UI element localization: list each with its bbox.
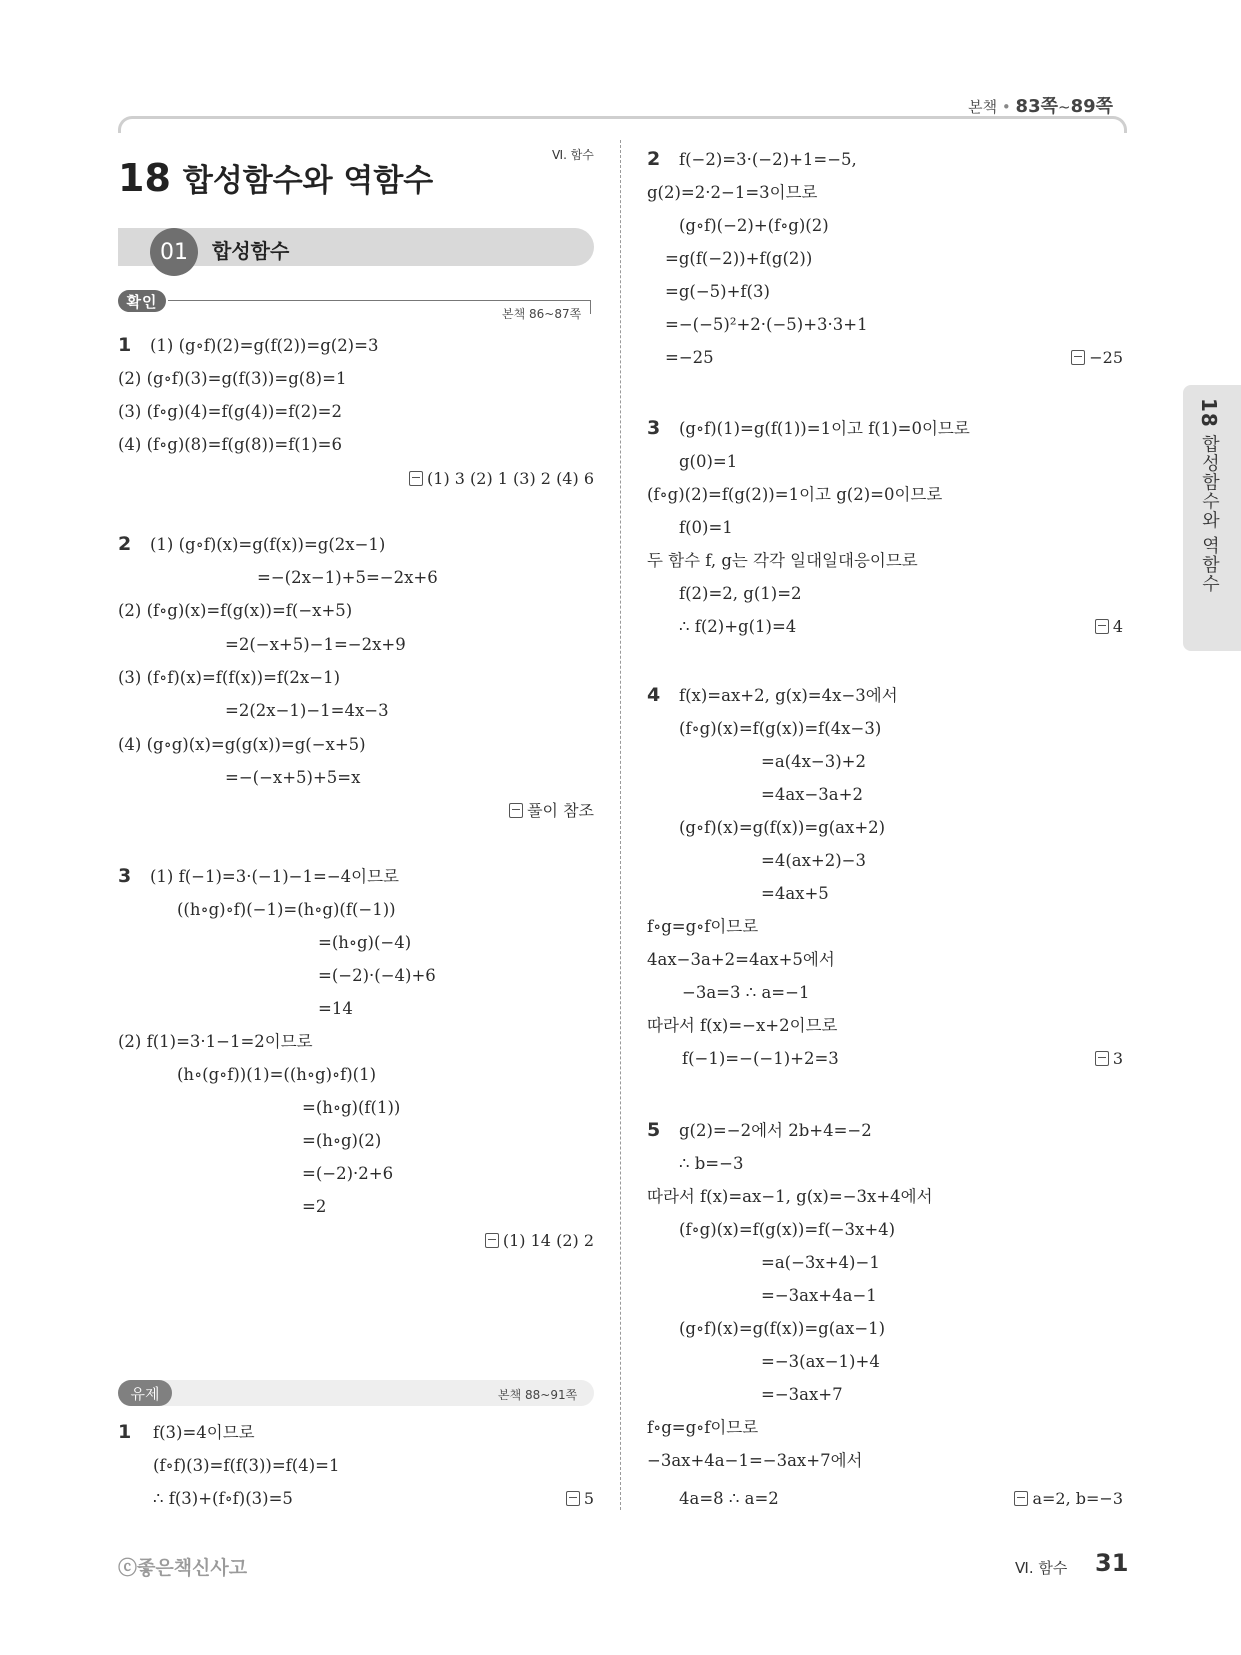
solution-line: (f∘f)(3)=f(f(3))=f(4)=1: [153, 1456, 340, 1475]
practice-range: 본책 88~91쪽: [498, 1388, 578, 1402]
check-rule-end: [590, 300, 591, 314]
solution-line: (g∘f)(x)=g(f(x))=g(ax−1): [679, 1319, 886, 1338]
solution-line: =(h∘g)(−4): [318, 933, 412, 952]
check-badge: 확인: [118, 290, 166, 312]
publisher-logo: ⓒ좋은책신사고: [118, 1557, 248, 1579]
check-rule: [168, 300, 590, 301]
question-number: 4: [647, 684, 661, 706]
solution-line: f(−1)=−(−1)+2=3: [682, 1049, 839, 1068]
solution-line: f(3)=4이므로: [153, 1423, 255, 1442]
solution-line: (g∘f)(−2)+(f∘g)(2): [679, 216, 829, 235]
solution-line: ((h∘g)∘f)(−1)=(h∘g)(f(−1)): [177, 900, 396, 919]
solution-line: (4) (g∘g)(x)=g(g(x))=g(−x+5): [118, 735, 366, 754]
question-number: 1: [118, 1421, 132, 1443]
question-number: 2: [118, 533, 132, 555]
section-title: 합성함수: [212, 239, 290, 263]
solution-line: (2) f(1)=3·1−1=2이므로: [118, 1032, 313, 1051]
answer-icon: [1095, 1051, 1109, 1066]
answer: 3: [1095, 1051, 1123, 1067]
solution-line: g(0)=1: [679, 452, 738, 471]
chapter-number: 18: [118, 156, 171, 200]
practice-badge: 유제: [118, 1380, 172, 1406]
solution-line: (g∘f)(x)=g(f(x))=g(ax+2): [679, 818, 886, 837]
page-range-reference: 본책 • 83쪽~89쪽: [968, 96, 1113, 117]
solution-line: g(2)=−2에서 2b+4=−2: [679, 1121, 872, 1140]
solution-line: =4ax−3a+2: [761, 785, 863, 804]
question-number: 1: [118, 334, 132, 356]
solution-line: −3ax+4a−1=−3ax+7에서: [647, 1451, 863, 1470]
answer: a=2, b=−3: [1014, 1491, 1123, 1507]
solution-line: =−3ax+4a−1: [761, 1286, 877, 1305]
answer-icon: [566, 1491, 580, 1506]
solution-line: =−(−5)²+2·(−5)+3·3+1: [665, 315, 868, 334]
solution-line: (g∘f)(1)=g(f(1))=1이고 f(1)=0이므로: [679, 419, 970, 438]
solution-line: =−3ax+7: [761, 1385, 843, 1404]
solution-line: =(h∘g)(2): [302, 1131, 382, 1150]
solution-line: ∴ b=−3: [679, 1154, 744, 1173]
solution-line: =2(2x−1)−1=4x−3: [225, 701, 389, 720]
solution-line: f∘g=g∘f이므로: [647, 917, 759, 936]
answer-icon: [509, 803, 523, 818]
solution-line: =−(−x+5)+5=x: [225, 768, 361, 787]
answer-icon: [1014, 1491, 1028, 1506]
solution-line: =g(f(−2))+f(g(2)): [665, 249, 813, 268]
solution-line: (2) (g∘f)(3)=g(f(3))=g(8)=1: [118, 369, 347, 388]
solution-line: (3) (f∘f)(x)=f(f(x))=f(2x−1): [118, 668, 341, 687]
solution-line: (h∘(g∘f))(1)=((h∘g)∘f)(1): [177, 1065, 377, 1084]
section-number: 01: [150, 228, 198, 276]
solution-line: (1) f(−1)=3·(−1)−1=−4이므로: [150, 867, 399, 886]
answer-icon: [1071, 350, 1085, 365]
check-range: 본책 86~87쪽: [502, 307, 582, 321]
solution-line: =4ax+5: [761, 884, 829, 903]
solution-line: (f∘g)(x)=f(g(x))=f(4x−3): [679, 719, 882, 738]
column-divider: [620, 140, 621, 1510]
solution-line: −3a=3 ∴ a=−1: [682, 983, 810, 1002]
solution-line: (1) (g∘f)(2)=g(f(2))=g(2)=3: [150, 336, 379, 355]
answer-icon: [409, 471, 423, 486]
question-number: 3: [118, 865, 132, 887]
solution-line: =a(4x−3)+2: [761, 752, 866, 771]
solution-line: 두 함수 f, g는 각각 일대일대응이므로: [647, 551, 918, 570]
answer-icon: [485, 1233, 499, 1248]
solution-line: f(−2)=3·(−2)+1=−5,: [679, 150, 857, 169]
solution-line: =4(ax+2)−3: [761, 851, 866, 870]
solution-line: =−(2x−1)+5=−2x+6: [257, 568, 438, 587]
footer-section: Ⅵ. 함수: [1015, 1559, 1068, 1577]
answer: (1) 14 (2) 2: [485, 1233, 594, 1249]
answer: −25: [1071, 350, 1123, 366]
solution-line: f(0)=1: [679, 518, 733, 537]
solution-line: =2(−x+5)−1=−2x+9: [225, 635, 406, 654]
answer: 5: [566, 1491, 594, 1507]
answer: 풀이 참조: [509, 803, 594, 819]
solution-line: =g(−5)+f(3): [665, 282, 770, 301]
solution-line: (2) (f∘g)(x)=f(g(x))=f(−x+5): [118, 601, 353, 620]
solution-line: =−3(ax−1)+4: [761, 1352, 880, 1371]
question-number: 2: [647, 148, 661, 170]
solution-line: =2: [302, 1197, 327, 1216]
chapter-tag: Ⅵ. 함수: [552, 148, 594, 162]
question-number: 5: [647, 1119, 661, 1141]
solution-line: (1) (g∘f)(x)=g(f(x))=g(2x−1): [150, 535, 386, 554]
solution-line: f(2)=2, g(1)=2: [679, 584, 802, 603]
solution-line: (3) (f∘g)(4)=f(g(4))=f(2)=2: [118, 402, 342, 421]
solution-line: (f∘g)(x)=f(g(x))=f(−3x+4): [679, 1220, 896, 1239]
answer-icon: [1095, 619, 1109, 634]
solution-line: f(x)=ax+2, g(x)=4x−3에서: [679, 686, 898, 705]
chapter-title-text: 합성함수와 역함수: [182, 163, 434, 199]
solution-line: =14: [318, 999, 353, 1018]
solution-line: 따라서 f(x)=ax−1, g(x)=−3x+4에서: [647, 1187, 933, 1206]
side-chapter-tab-label: 18 합성함수와 역함수: [1197, 398, 1221, 594]
solution-line: 따라서 f(x)=−x+2이므로: [647, 1016, 838, 1035]
chapter-title: [118, 155, 433, 200]
answer: (1) 3 (2) 1 (3) 2 (4) 6: [409, 471, 594, 487]
header-rule: [118, 116, 1127, 133]
solution-line: (4) (f∘g)(8)=f(g(8))=f(1)=6: [118, 435, 342, 454]
question-number: 3: [647, 417, 661, 439]
solution-line: ∴ f(3)+(f∘f)(3)=5: [153, 1489, 293, 1508]
solution-line: f∘g=g∘f이므로: [647, 1418, 759, 1437]
answer: 4: [1095, 619, 1123, 635]
solution-line: ∴ f(2)+g(1)=4: [679, 617, 797, 636]
solution-line: =a(−3x+4)−1: [761, 1253, 880, 1272]
solution-line: =(h∘g)(f(1)): [302, 1098, 401, 1117]
solution-line: 4ax−3a+2=4ax+5에서: [647, 950, 835, 969]
solution-line: =−25: [665, 348, 714, 367]
solution-line: (f∘g)(2)=f(g(2))=1이고 g(2)=0이므로: [647, 485, 943, 504]
page-number: 31: [1095, 1549, 1129, 1577]
solution-line: =(−2)·2+6: [302, 1164, 394, 1183]
solution-line: 4a=8 ∴ a=2: [679, 1489, 779, 1508]
solution-line: =(−2)·(−4)+6: [318, 966, 436, 985]
solution-line: g(2)=2·2−1=3이므로: [647, 183, 818, 202]
